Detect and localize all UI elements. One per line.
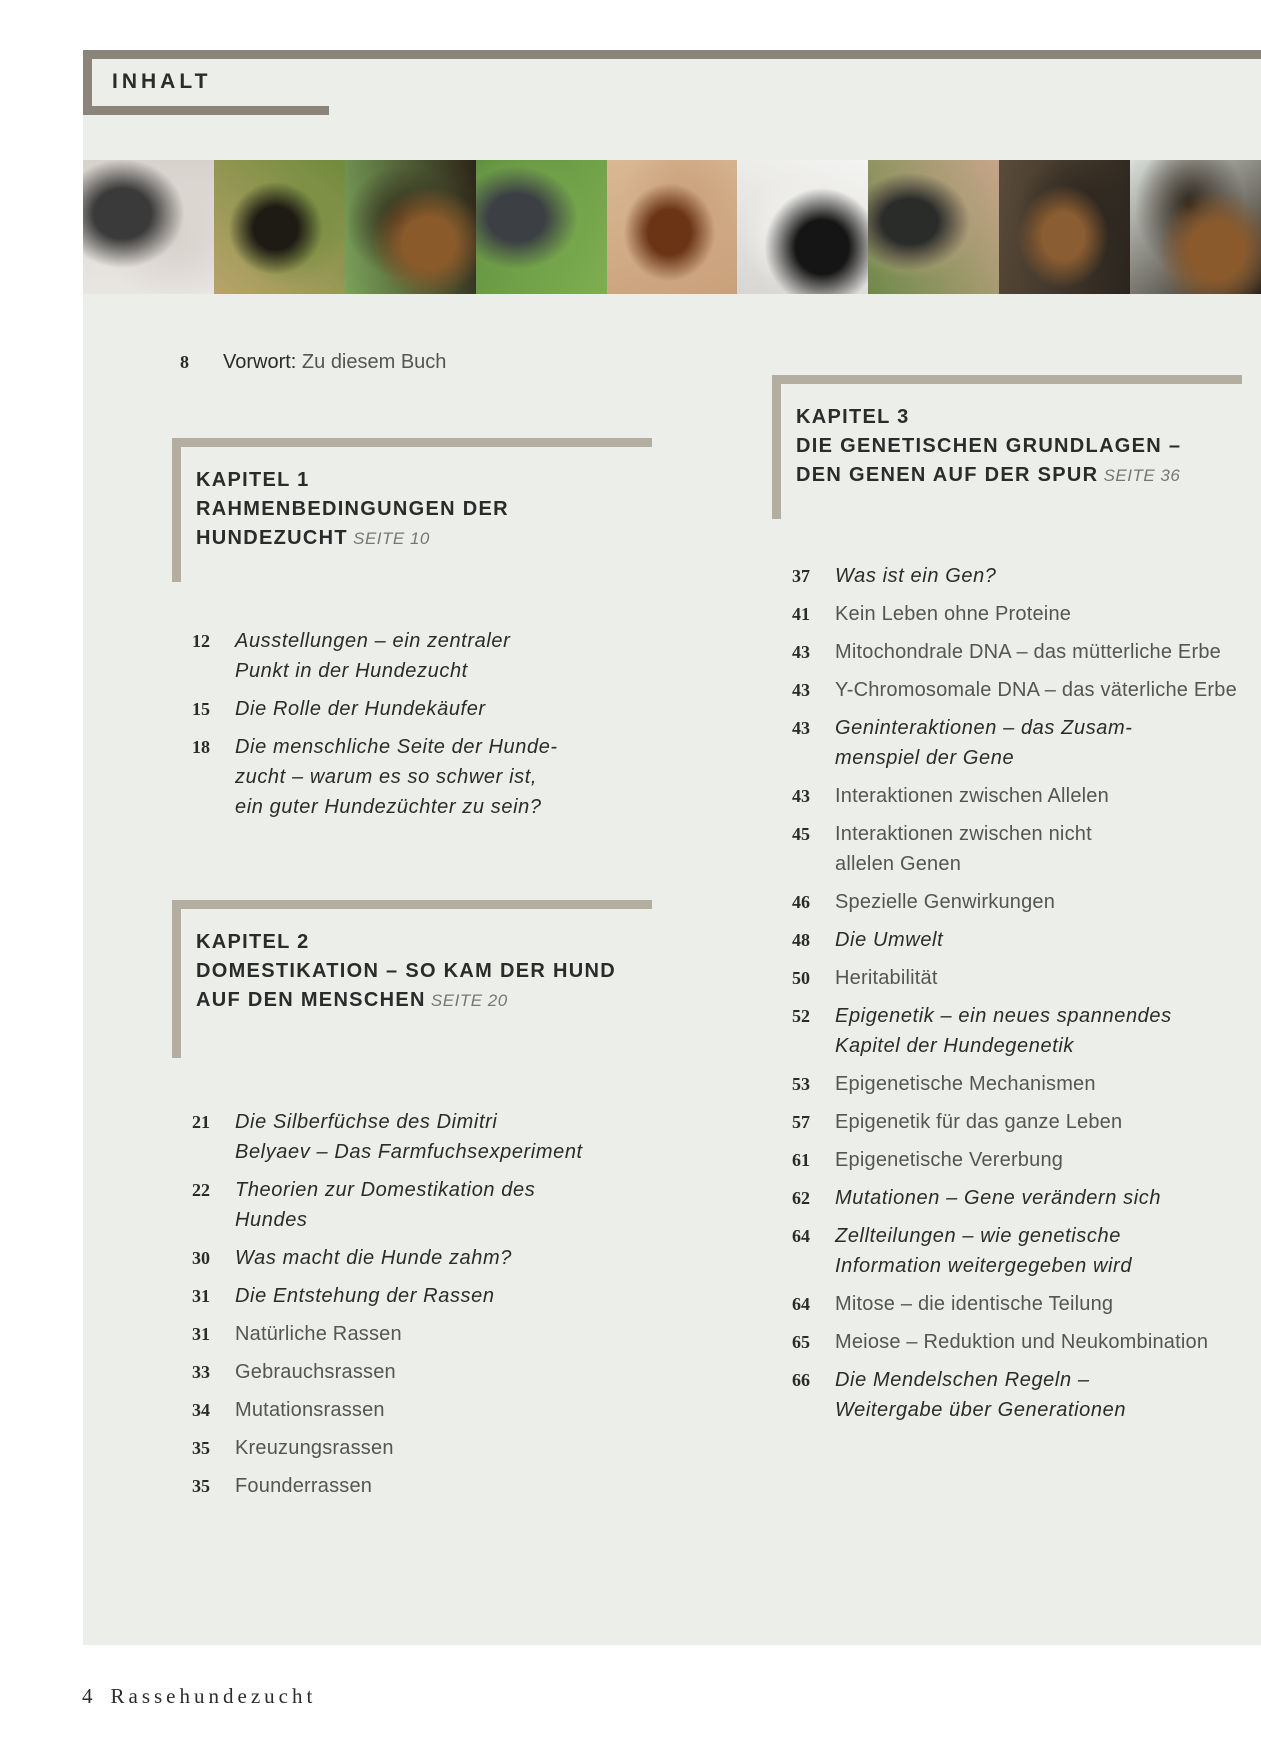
toc-entry-title: Founderrassen <box>235 1475 373 1497</box>
toc-page-number: 33 <box>192 1362 210 1382</box>
toc-entry-title: Epigenetik für das ganze Leben <box>835 1111 1123 1133</box>
toc-entry-title: Ausstellungen – ein zentraler <box>235 630 511 652</box>
toc-page-number: 57 <box>792 1112 810 1132</box>
chapter-title-line: RAHMENBEDINGUNGEN DER <box>196 498 509 520</box>
toc-entry-title: Epigenetische Mechanismen <box>835 1073 1096 1095</box>
toc-entry-title: Heritabilität <box>835 967 938 989</box>
toc-entry-title: Spezielle Genwirkungen <box>835 891 1056 913</box>
toc-entry-title: Mitose – die identische Teilung <box>835 1293 1114 1315</box>
toc-page-number: 31 <box>192 1324 210 1344</box>
toc-page-number: 30 <box>192 1248 210 1268</box>
chapter-frame-left <box>172 900 181 1058</box>
dachshund-digging-photo <box>607 160 738 294</box>
brown-dog-face-photo <box>999 160 1130 294</box>
toc-entry-title: Y-Chromosomale DNA – das väterliche Erbe <box>835 679 1237 701</box>
toc-page-number: 64 <box>792 1294 810 1314</box>
chapter-page-ref: SEITE 20 <box>425 991 508 1010</box>
vorwort-title: Zu diesem Buch <box>296 351 447 373</box>
chapter-page-ref: SEITE 36 <box>1098 466 1181 485</box>
toc-entry-title: Kapitel der Hundegenetik <box>835 1035 1074 1057</box>
chapter-title-line: KAPITEL 2 <box>196 931 310 953</box>
toc-entry-title: Was ist ein Gen? <box>835 565 997 587</box>
toc-page-number: 35 <box>192 1476 210 1496</box>
toc-page-number: 12 <box>192 631 210 651</box>
rottweiler-jumping-photo <box>214 160 345 294</box>
toc-entry-title: Was macht die Hunde zahm? <box>235 1247 512 1269</box>
toc-entry-title: Information weitergegeben wird <box>835 1255 1133 1277</box>
toc-page-number: 61 <box>792 1150 810 1170</box>
toc-page-number: 46 <box>792 892 810 912</box>
toc-page-number: 8 <box>180 352 189 372</box>
toc-page-number: 31 <box>192 1286 210 1306</box>
section-label: INHALT <box>112 70 212 93</box>
german-shepherd-barking-photo <box>345 160 476 294</box>
chapter-3-heading[interactable] <box>772 375 1242 519</box>
toc-page-number: 43 <box>792 718 810 738</box>
toc-entry-title: Epigenetik – ein neues spannendes <box>835 1005 1172 1027</box>
chapter-title-line: DIE GENETISCHEN GRUNDLAGEN – <box>796 435 1182 457</box>
toc-entry-title: Interaktionen zwischen nicht <box>835 823 1092 845</box>
toc-entry-title: Hundes <box>235 1209 308 1231</box>
page-footer <box>82 1684 316 1709</box>
toc-page-number: 66 <box>792 1370 810 1390</box>
dalmatian-puppies-photo <box>83 160 214 294</box>
toc-entry-title: Mutationsrassen <box>235 1399 385 1421</box>
toc-entry-title: Kein Leben ohne Proteine <box>835 603 1072 625</box>
toc-page-number: 22 <box>192 1180 210 1200</box>
toc-page-number: 43 <box>792 786 810 806</box>
dalmatian-portrait-photo <box>737 160 868 294</box>
toc-page-number: 43 <box>792 680 810 700</box>
toc-page-number: 35 <box>192 1438 210 1458</box>
photo-strip <box>83 160 1261 294</box>
toc-page-number: 15 <box>192 699 210 719</box>
toc-entry-title: allelen Genen <box>835 853 962 875</box>
toc-entry-title: Mutationen – Gene verändern sich <box>835 1187 1162 1209</box>
toc-entry-title: Mitochondrale DNA – das mütterliche Erbe <box>835 641 1221 663</box>
chapter-page-ref: SEITE 10 <box>347 529 430 548</box>
toc-page-number: 62 <box>792 1188 810 1208</box>
shepherd-profile-photo <box>1130 160 1261 294</box>
chapter-frame-left <box>172 438 181 582</box>
toc-page-number: 37 <box>792 566 810 586</box>
toc-entry-title: menspiel der Gene <box>835 747 1015 769</box>
toc-entry-title: Theorien zur Domestikation des <box>235 1179 536 1201</box>
dog-teeth-check-photo <box>868 160 999 294</box>
toc-page-number: 52 <box>792 1006 810 1026</box>
chapter-title-line: AUF DEN MENSCHEN SEITE 20 <box>196 989 508 1011</box>
toc-entry-title: Belyaev – Das Farmfuchsexperiment <box>235 1141 583 1163</box>
toc-entry-title: Natürliche Rassen <box>235 1323 402 1345</box>
toc-entry-title: ein guter Hundezüchter zu sein? <box>235 796 542 818</box>
toc-page-number: 48 <box>792 930 810 950</box>
chapter-1-heading[interactable] <box>172 438 652 582</box>
chapter-frame-top <box>172 900 652 909</box>
toc-page-number: 45 <box>792 824 810 844</box>
footer-book-title: Rassehundezucht <box>110 1684 317 1708</box>
toc-page-number: 21 <box>192 1112 210 1132</box>
toc-entry-title: Gebrauchsrassen <box>235 1361 396 1383</box>
vorwort-label: Vorwort: <box>223 351 297 373</box>
toc-entry-title: zucht – warum es so schwer ist, <box>235 766 538 788</box>
toc-entry-title: Kreuzungsrassen <box>235 1437 394 1459</box>
toc-entry-title: Die Silberfüchse des Dimitri <box>235 1111 498 1133</box>
toc-page-number: 34 <box>192 1400 210 1420</box>
toc-page-number: 50 <box>792 968 810 988</box>
chapter-title-line: HUNDEZUCHT SEITE 10 <box>196 527 430 549</box>
toc-entry-title: Die Mendelschen Regeln – <box>835 1369 1090 1391</box>
toc-page-number: 18 <box>192 737 210 757</box>
toc-page-number: 64 <box>792 1226 810 1246</box>
toc-page-number: 43 <box>792 642 810 662</box>
toc-entry-title: Interaktionen zwischen Allelen <box>835 785 1109 807</box>
toc-entry-title: Weitergabe über Generationen <box>835 1399 1127 1421</box>
toc-entry-title: Punkt in der Hundezucht <box>235 660 468 682</box>
toc-entry-title: Die Rolle der Hundekäufer <box>235 698 486 720</box>
chapter-title-line: KAPITEL 3 <box>796 406 910 428</box>
toc-entry-title: Die menschliche Seite der Hunde- <box>235 736 558 758</box>
chapter-frame-top <box>772 375 1242 384</box>
puppy-on-grass-photo <box>476 160 607 294</box>
toc-entry-title: Geninteraktionen – das Zusam- <box>835 717 1133 739</box>
chapter-2-heading[interactable] <box>172 900 652 1058</box>
toc-entry-title: Zellteilungen – wie genetische <box>835 1225 1121 1247</box>
toc-entry-title: Die Entstehung der Rassen <box>235 1285 495 1307</box>
chapter-title-line: KAPITEL 1 <box>196 469 310 491</box>
toc-page-number: 65 <box>792 1332 810 1352</box>
chapter-frame-left <box>772 375 781 519</box>
toc-entry-title: Epigenetische Vererbung <box>835 1149 1064 1171</box>
chapter-frame-top <box>172 438 652 447</box>
chapter-title-line: DEN GENEN AUF DER SPUR SEITE 36 <box>796 464 1181 486</box>
toc-entry-title: Meiose – Reduktion und Neukombination <box>835 1331 1209 1353</box>
chapter-title-line: DOMESTIKATION – SO KAM DER HUND <box>196 960 616 982</box>
toc-page-number: 53 <box>792 1074 810 1094</box>
toc-entry-title: Die Umwelt <box>835 929 944 951</box>
footer-page-number: 4 <box>82 1684 93 1708</box>
toc-page-number: 41 <box>792 604 810 624</box>
